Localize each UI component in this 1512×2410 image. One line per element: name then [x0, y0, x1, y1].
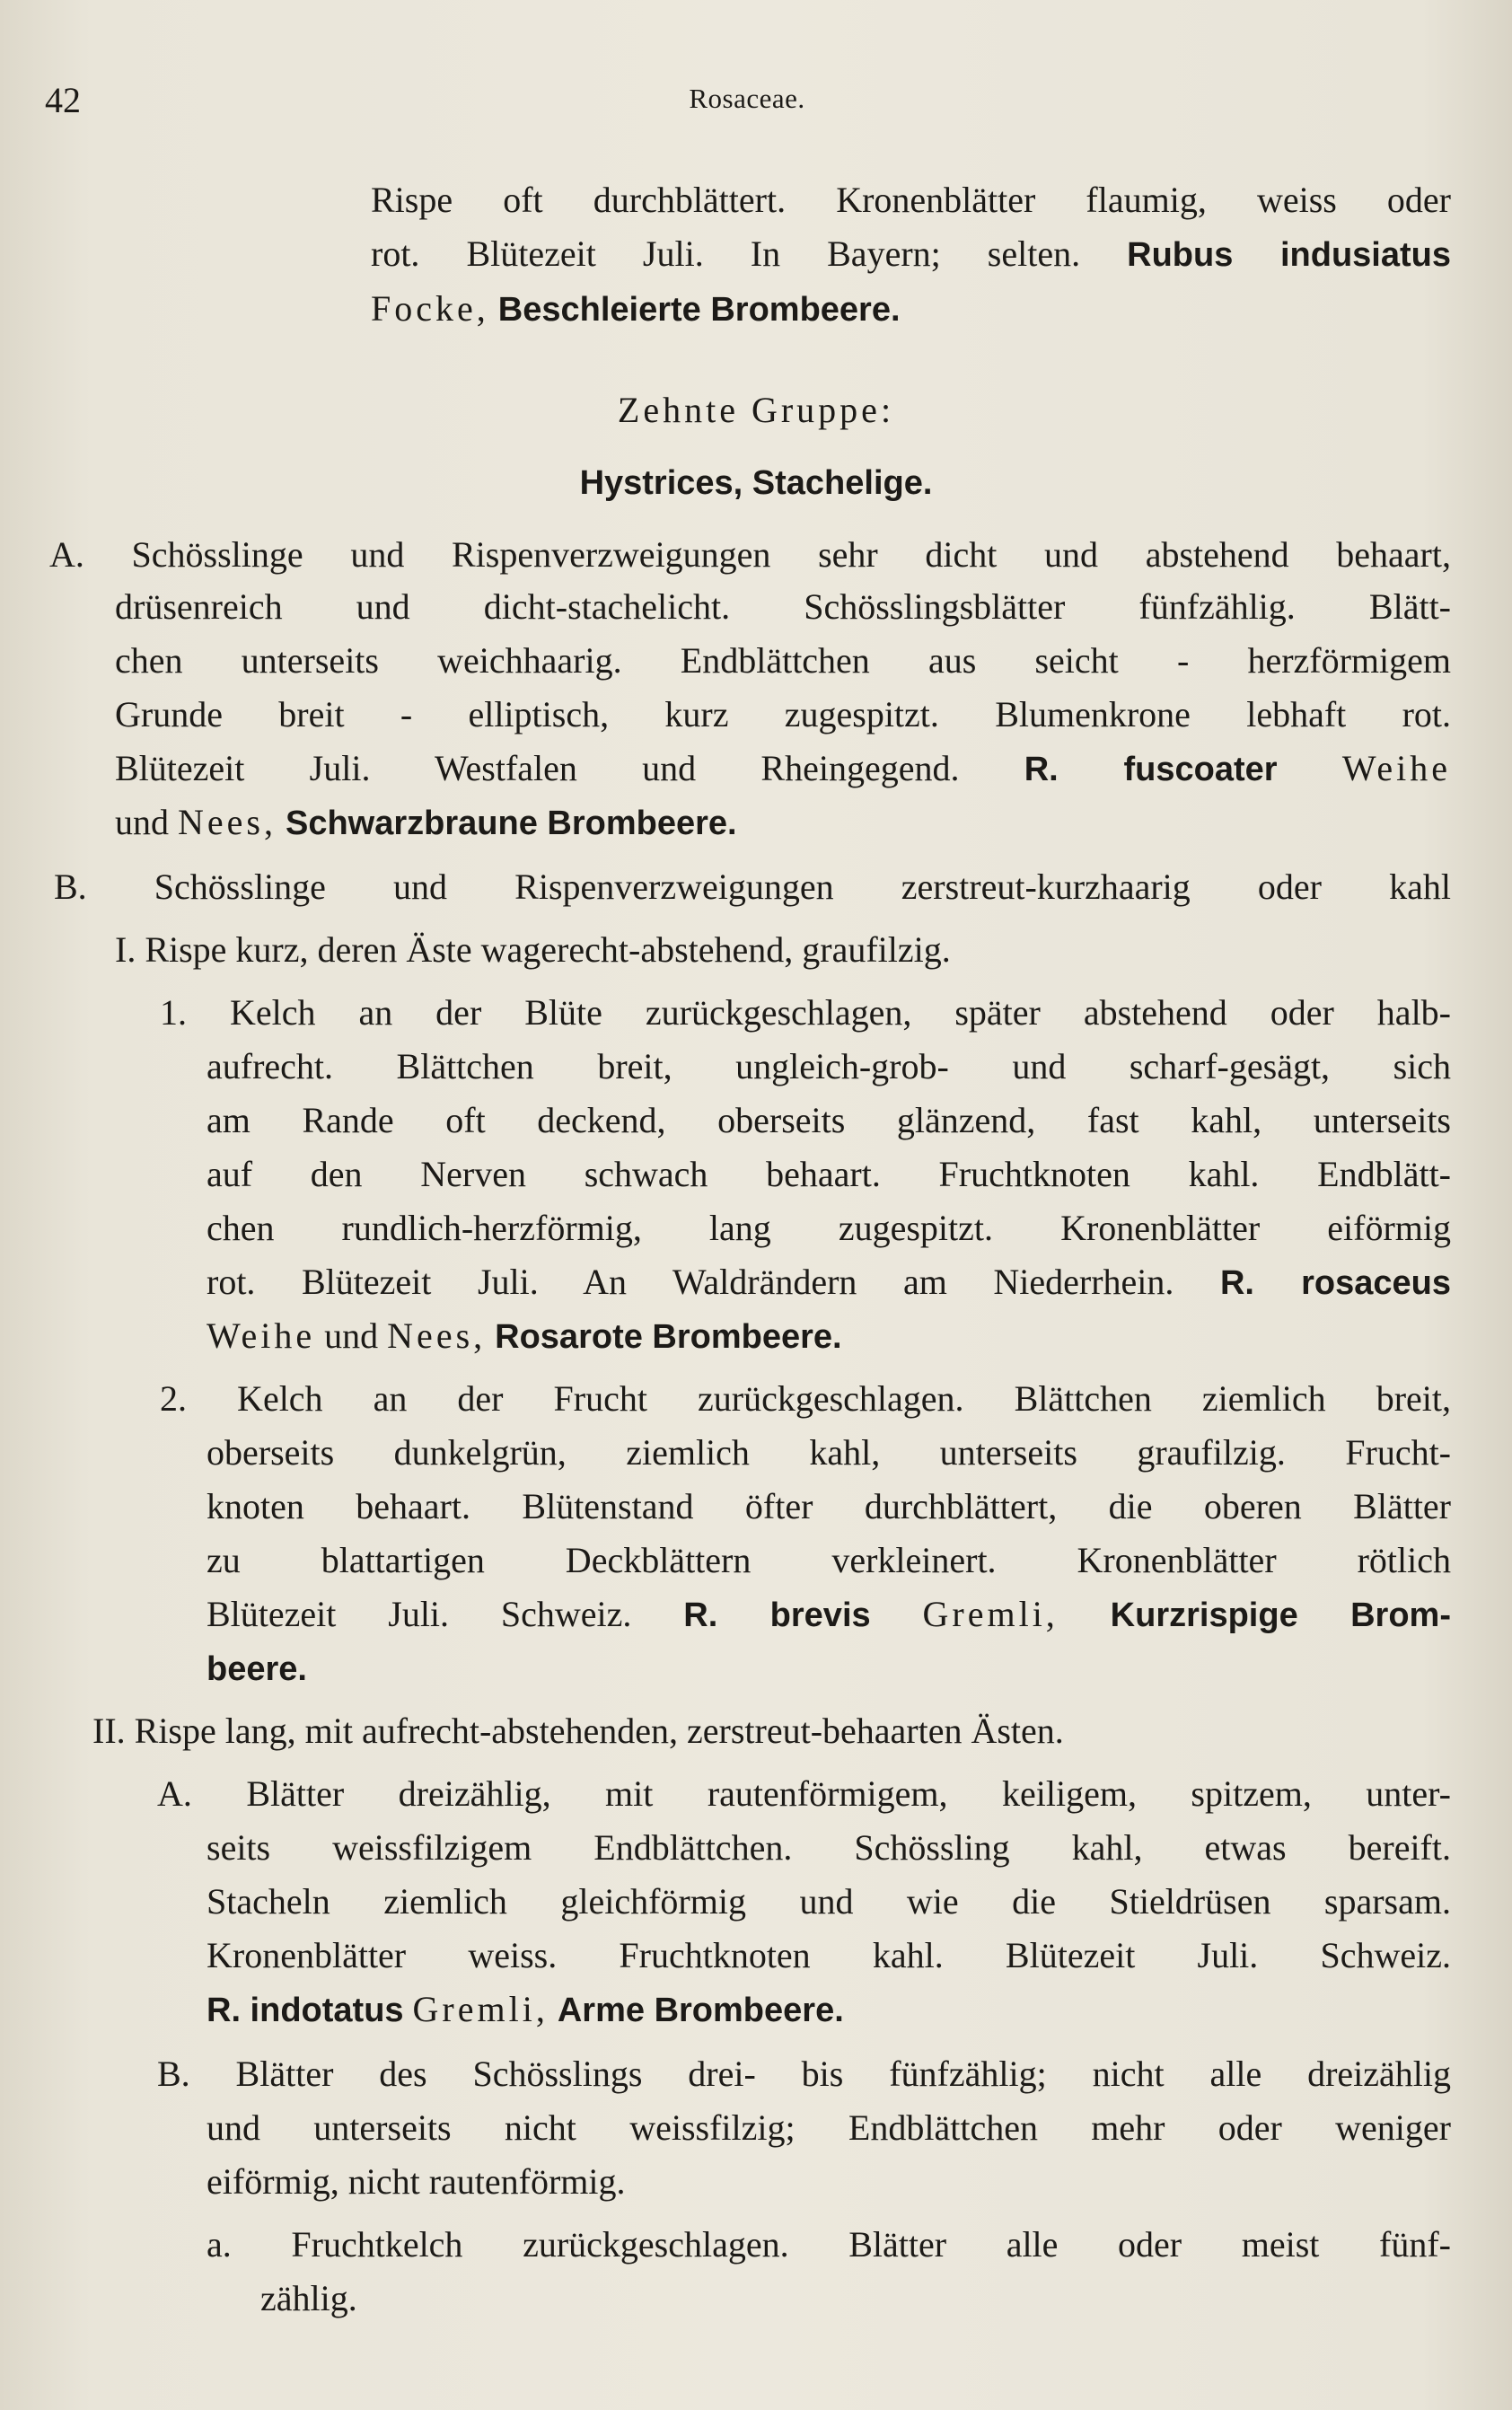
- group-heading: [45, 392, 1467, 428]
- text-line: Stacheln ziemlich gleichförmig und wie die Stieldrüsen sparsam.: [207, 1881, 1451, 1922]
- text-line: Blütezeit Juli. Westfalen und Rheingegend. R. fuscoater Weihe: [115, 748, 1451, 788]
- text-line: und Nees, Schwarzbraune Brombeere.: [115, 802, 737, 842]
- text-line: a. Fruchtkelch zurückgeschlagen. Blätter alle oder meist fünf-: [207, 2224, 1451, 2265]
- text-line: A. Blätter dreizählig, mit rautenförmigem, keiligem, spitzem, unter-: [157, 1773, 1451, 1814]
- spaced-name: Weihe: [207, 1315, 316, 1356]
- text-line: aufrecht. Blättchen breit, ungleich-grob- und scharf-gesägt, sich: [207, 1046, 1451, 1086]
- bold-term: Beschleierte Brombeere.: [497, 291, 901, 329]
- text-line: 1. Kelch an der Blüte zurückgeschlagen, später abstehend oder halb-: [160, 992, 1451, 1033]
- bold-term: Kurzrispige Brom-: [1110, 1596, 1452, 1634]
- text-line: [207, 1650, 307, 1686]
- text-line: chen unterseits weichhaarig. Endblättchen aus seicht - herzförmigem: [115, 640, 1451, 681]
- text-line: auf den Nerven schwach behaart. Fruchtknoten kahl. Endblätt-: [207, 1154, 1451, 1194]
- text-line: B. Blätter des Schösslings drei- bis fünfzählig; nicht alle dreizählig: [157, 2054, 1451, 2094]
- text-line: knoten behaart. Blütenstand öfter durchblättert, die oberen Blätter: [207, 1486, 1451, 1526]
- text-line: 2. Kelch an der Frucht zurückgeschlagen. Blättchen ziemlich breit,: [160, 1378, 1451, 1419]
- bold-term: R. fuscoater: [1024, 751, 1278, 788]
- spaced-name: Zehnte Gruppe:: [617, 390, 895, 430]
- text-line: II. Rispe lang, mit aufrecht-abstehenden, zerstreut-behaarten Ästen.: [92, 1711, 1064, 1751]
- bold-term: Hystrices, Stachelige.: [579, 464, 933, 502]
- page-header: [45, 79, 1449, 124]
- bold-term: R. brevis: [683, 1596, 871, 1634]
- bold-term: Rosarote Brombeere.: [495, 1318, 842, 1356]
- text-line: seits weissfilzigem Endblättchen. Schössling kahl, etwas bereift.: [207, 1827, 1451, 1868]
- text-line: Blütezeit Juli. Schweiz. R. brevis Gremli, Kurzrispige Brom-: [207, 1594, 1452, 1634]
- text-line: rot. Blütezeit Juli. In Bayern; selten. Rubus indusiatus: [371, 233, 1451, 274]
- text-line: oberseits dunkelgrün, ziemlich kahl, unterseits graufilzig. Frucht-: [207, 1432, 1451, 1473]
- text-line: Weihe und Nees, Rosarote Brombeere.: [207, 1315, 842, 1356]
- text-line: am Rande oft deckend, oberseits glänzend, fast kahl, unterseits: [207, 1100, 1451, 1140]
- text-line: drüsenreich und dicht-stachelicht. Schösslingsblätter fünfzählig. Blätt-: [115, 586, 1451, 627]
- bold-term: Schwarzbraune Brombeere.: [285, 805, 737, 842]
- spaced-name: Focke,: [371, 288, 489, 329]
- spaced-name: Gremli,: [922, 1594, 1059, 1634]
- spaced-name: Nees,: [178, 802, 277, 842]
- text-line: Kronenblätter weiss. Fruchtknoten kahl. Blütezeit Juli. Schweiz.: [207, 1935, 1451, 1975]
- text-line: zählig.: [260, 2278, 357, 2318]
- bold-term: Rubus indusiatus: [1127, 236, 1451, 274]
- text-line: zu blattartigen Deckblättern verkleinert. Kronenblätter rötlich: [207, 1540, 1451, 1580]
- page-number: 42: [45, 80, 81, 120]
- running-head: Rosaceae.: [689, 83, 805, 114]
- group-subheading: [45, 464, 1467, 500]
- spaced-name: Gremli,: [412, 1989, 549, 2029]
- text-line: Rispe oft durchblättert. Kronenblätter flaumig, weiss oder: [371, 180, 1451, 220]
- bold-term: R. rosaceus: [1219, 1264, 1451, 1302]
- text-line: rot. Blütezeit Juli. An Waldrändern am Niederrhein. R. rosaceus: [207, 1262, 1451, 1302]
- text-line: eiförmig, nicht rautenförmig.: [207, 2161, 626, 2202]
- bold-term: R. indotatus: [207, 1992, 404, 2029]
- spaced-name: Nees,: [387, 1315, 487, 1356]
- text-line: [207, 1989, 844, 2029]
- text-line: [371, 288, 901, 329]
- text-line: chen rundlich-herzförmig, lang zugespitzt. Kronenblätter eiförmig: [207, 1208, 1451, 1248]
- text-line: A. Schösslinge und Rispenverzweigungen sehr dicht und abstehend behaart,: [49, 534, 1451, 575]
- text-line: I. Rispe kurz, deren Äste wagerecht-abstehend, graufilzig.: [115, 929, 951, 970]
- spaced-name: Weihe: [1341, 748, 1451, 788]
- text-line: und unterseits nicht weissfilzig; Endblättchen mehr oder weniger: [207, 2107, 1451, 2148]
- bold-term: Arme Brombeere.: [557, 1992, 844, 2029]
- bold-term: beere.: [207, 1650, 307, 1688]
- text-line: Grunde breit - elliptisch, kurz zugespitzt. Blumenkrone lebhaft rot.: [115, 694, 1451, 734]
- text-line: B. Schösslinge und Rispenverzweigungen zerstreut-kurzhaarig oder kahl: [54, 866, 1451, 907]
